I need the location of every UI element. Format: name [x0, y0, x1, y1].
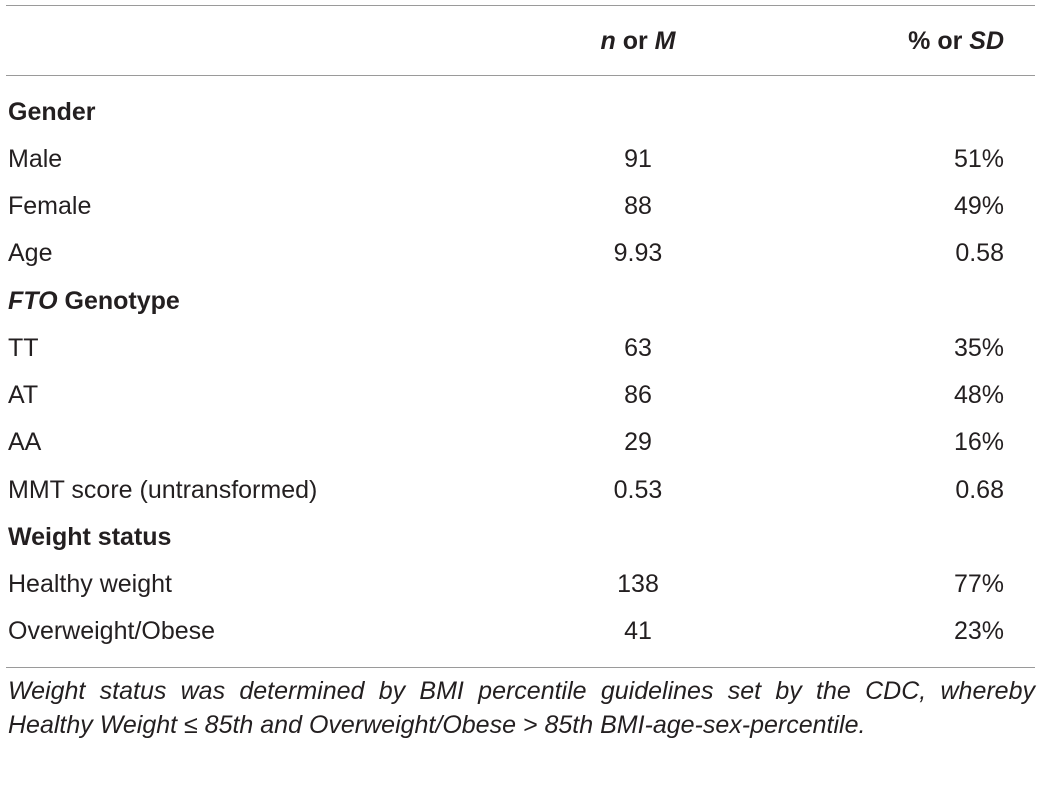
row-value: 29	[624, 428, 652, 456]
row-label: Overweight/Obese	[8, 617, 216, 645]
row-value: 91	[624, 145, 652, 173]
row-value: 138	[617, 570, 659, 598]
row-percent: 0.68	[955, 476, 1004, 504]
row-percent: 35%	[953, 334, 1004, 362]
row-percent: 51%	[953, 145, 1004, 173]
table-row	[0, 467, 1041, 514]
table-header-row	[0, 18, 1041, 65]
row-label: TT	[8, 334, 39, 362]
header-or-text: or	[615, 27, 655, 55]
row-percent: 23%	[953, 617, 1004, 645]
table-header-rule	[6, 75, 1035, 76]
table-row	[0, 561, 1041, 608]
header-pct-or-sd	[908, 18, 1004, 65]
row-label: AA	[8, 428, 42, 456]
header-sd-text: SD	[969, 27, 1004, 55]
row-value: 88	[624, 192, 652, 220]
section-row-weight-status	[0, 514, 1041, 561]
header-pct-text: % or	[908, 27, 970, 55]
row-value: 0.53	[613, 476, 663, 504]
table-footnote: Weight status was determined by BMI percentile guidelines set by the CDC, whereby Healthy Weight ≤ 85th and Overweight/Obese > 85th BMI-age-sex-percentile.	[8, 677, 1035, 739]
section-label-gender: Gender	[8, 98, 96, 126]
section-label-genotype-text: Genotype	[57, 287, 180, 315]
table-row	[0, 183, 1041, 230]
header-n-text: n	[600, 27, 616, 55]
table-row	[0, 136, 1041, 183]
row-label: AT	[8, 381, 39, 409]
table-row	[0, 419, 1041, 466]
row-label: Male	[8, 145, 63, 173]
table-row	[0, 230, 1041, 277]
table-row	[0, 325, 1041, 372]
section-row-gender	[0, 89, 1041, 136]
table-row	[0, 372, 1041, 419]
row-percent: 48%	[953, 381, 1004, 409]
section-label-weight-status: Weight status	[8, 523, 172, 551]
row-percent: 16%	[953, 428, 1004, 456]
row-percent: 0.58	[955, 239, 1004, 267]
table-bottom-rule	[6, 667, 1035, 668]
row-label: Age	[8, 239, 53, 267]
section-label-genotype	[8, 278, 180, 325]
header-m-text: M	[654, 27, 676, 55]
header-n-or-m	[538, 18, 738, 65]
row-value: 63	[624, 334, 652, 362]
row-percent: 49%	[953, 192, 1004, 220]
row-label: MMT score (untransformed)	[8, 476, 318, 504]
section-row-genotype	[0, 278, 1041, 325]
row-percent: 77%	[953, 570, 1004, 598]
row-label: Female	[8, 192, 92, 220]
row-value: 9.93	[613, 239, 663, 267]
row-label: Healthy weight	[8, 570, 172, 598]
table-top-rule	[6, 5, 1035, 6]
section-label-fto: FTO	[8, 287, 58, 315]
row-value: 41	[624, 617, 652, 645]
row-value: 86	[624, 381, 652, 409]
table-row	[0, 608, 1041, 655]
